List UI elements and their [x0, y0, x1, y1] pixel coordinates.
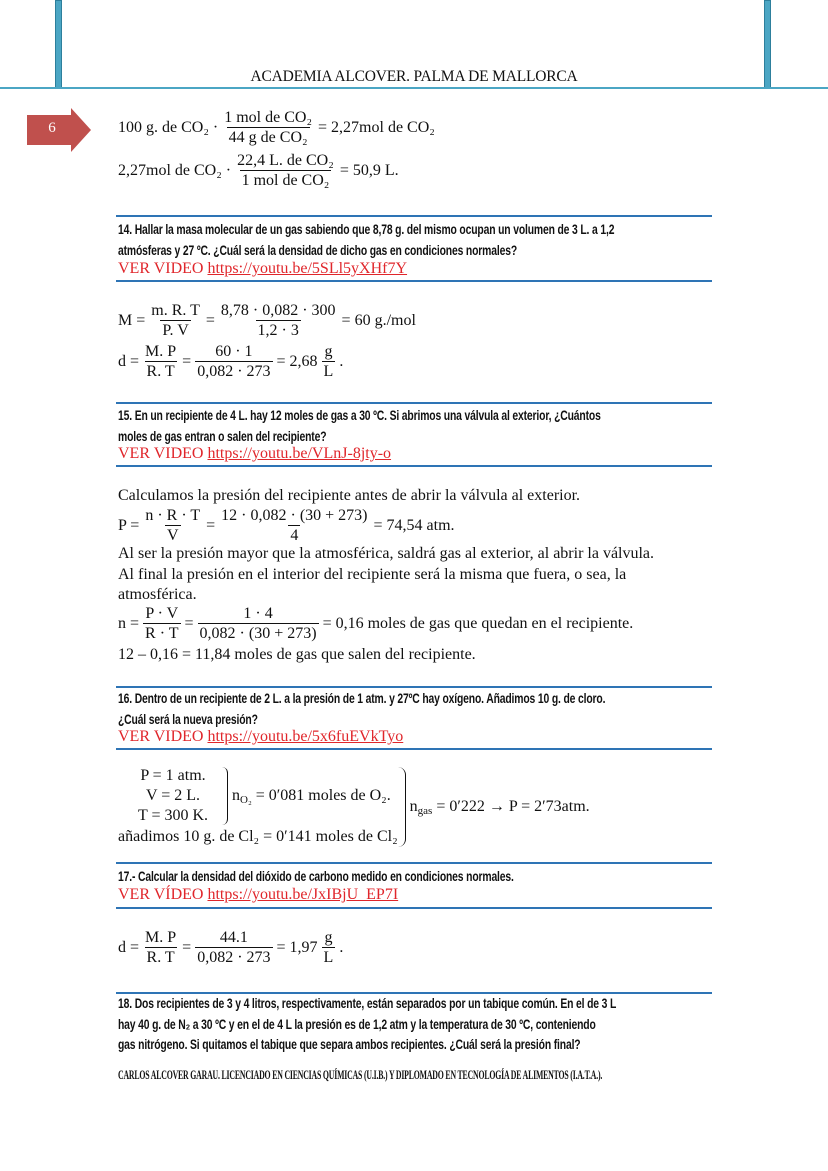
- fraction: [198, 604, 319, 643]
- heading-line: 14. Hallar la masa molecular de un gas sabiendo que 8,78 g. del mismo ocupan un volumen de 3 L. a 1,2: [118, 221, 615, 237]
- heading-line: moles de gas entran o salen del recipiente?: [118, 427, 327, 444]
- chlorine-line: añadimos 10 g. de Cl₂ = 0′141 moles de Cl₂: [118, 828, 398, 845]
- numerator: 1 mol de CO₂: [224, 109, 313, 126]
- eq-lhs: d =: [118, 352, 140, 370]
- video-link-row: [118, 728, 403, 746]
- eq-lhs: d =: [118, 938, 140, 956]
- video-link[interactable]: https://youtu.be/5x6fuEVkTyo: [207, 728, 404, 745]
- condition-pressure: P = 1 atm.: [140, 767, 206, 784]
- heading-line: 16. Dentro de un recipiente de 2 L. a la presión de 1 atm. y 27ºC hay oxígeno. Añadimos 10 g. de cloro.: [118, 690, 606, 706]
- page-header-title: ACADEMIA ALCOVER. PALMA DE MALLORCA: [250, 68, 578, 85]
- eq-rhs: = 1,97: [276, 938, 318, 956]
- heading-line: atmósferas y 27 ºC. ¿Cuál será la densidad de dicho gas en condiciones normales?: [118, 241, 517, 258]
- subscript: gas: [417, 804, 433, 817]
- result-text: 12 – 0,16 = 11,84 moles de gas que salen del recipiente.: [118, 646, 476, 663]
- eq-rhs: = 60 g./mol: [341, 311, 416, 329]
- video-link-row: [118, 445, 391, 463]
- eq-lhs: 100 g. de CO₂ ·: [118, 118, 219, 136]
- video-link[interactable]: https://youtu.be/JxIBjU_EP7I: [207, 886, 399, 903]
- fraction: [219, 301, 338, 340]
- numerator: 22,4 L. de CO₂: [237, 152, 334, 169]
- conditions-list: [118, 766, 228, 826]
- period: .: [339, 352, 344, 370]
- equals: =: [206, 516, 216, 534]
- fraction: [195, 342, 272, 381]
- heading-line: gas nitrógeno. Si quitamos el tabique que separa ambos recipientes. ¿Cuál será la presión final?: [118, 1036, 581, 1052]
- fraction: [149, 301, 202, 340]
- text-line: Al ser la presión mayor que la atmosférica, saldrá gas al exterior, al abrir la válvula.: [118, 545, 655, 562]
- denominator: V: [166, 527, 179, 544]
- equation-system: [118, 766, 590, 848]
- section-rule: [116, 465, 712, 467]
- problem-14-heading: [118, 219, 614, 260]
- unit-fraction: [322, 928, 336, 967]
- problem-15-heading: [118, 405, 601, 446]
- equals: =: [182, 938, 192, 956]
- equation-density-co2: [118, 928, 343, 967]
- equation-volume-co2: [118, 151, 399, 190]
- unit-fraction: [322, 342, 336, 381]
- section-rule: [116, 280, 712, 282]
- numerator: m. R. T: [151, 302, 200, 319]
- eq-rhs: = 50,9 L.: [339, 161, 399, 179]
- heading-line: hay 40 g. de N₂ a 30 ºC y en el de 4 L la presión es de 1,2 atm y la temperatura de 30 ºC, conteniendo: [118, 1015, 596, 1032]
- numerator: M. P: [145, 929, 177, 946]
- value: = 0′081 moles de O₂.: [255, 786, 391, 804]
- condition-volume: V = 2 L.: [145, 787, 201, 804]
- video-label: VER VIDEO: [118, 445, 204, 462]
- equation-pressure: [118, 506, 455, 545]
- n-o2-result: [232, 787, 391, 806]
- denominator: L: [323, 363, 334, 380]
- section-rule: [116, 862, 712, 864]
- equation-moles-co2: [118, 108, 435, 147]
- numerator: 60 · 1: [215, 343, 253, 360]
- heading-line: 15. En un recipiente de 4 L. hay 12 moles de gas a 30 ºC. Si abrimos una válvula al exterior, ¿Cuántos: [118, 407, 601, 423]
- text-line: atmosférica.: [118, 586, 197, 603]
- equals: =: [184, 614, 194, 632]
- denominator: 4: [290, 527, 299, 544]
- fraction: [235, 151, 336, 190]
- symbol: n: [232, 786, 240, 804]
- denominator: 1 mol de CO₂: [241, 172, 330, 189]
- eq-lhs: M =: [118, 311, 146, 329]
- equals: =: [182, 352, 192, 370]
- fraction: [222, 108, 314, 147]
- denominator: R. T: [146, 949, 175, 966]
- heading-line: ¿Cuál será la nueva presión?: [118, 710, 258, 727]
- section-rule: [116, 215, 712, 217]
- page-number: 6: [48, 120, 56, 136]
- header-divider: [0, 87, 828, 89]
- page-number-badge: [27, 108, 91, 152]
- equation-moles: [118, 604, 633, 643]
- denominator: L: [323, 949, 334, 966]
- fraction: [143, 604, 180, 643]
- condition-temperature: T = 300 K.: [137, 807, 209, 824]
- fraction: [219, 506, 369, 545]
- video-label: VER VIDEO: [118, 728, 204, 745]
- video-link-row: [118, 886, 398, 904]
- fraction: [143, 342, 178, 381]
- section-rule: [116, 748, 712, 750]
- equation-density: [118, 342, 343, 381]
- video-label: VER VIDEO: [118, 260, 204, 277]
- eq-rhs: = 2,68: [276, 352, 318, 370]
- denominator: P. V: [162, 322, 189, 339]
- fraction: [143, 928, 178, 967]
- numerator: n · R · T: [145, 507, 201, 524]
- equals: =: [205, 311, 215, 329]
- video-link[interactable]: https://youtu.be/5SLl5yXHf7Y: [207, 260, 408, 277]
- numerator: g: [324, 343, 333, 360]
- numerator: g: [324, 929, 333, 946]
- numerator: P · V: [145, 605, 179, 622]
- eq-lhs: n =: [118, 614, 140, 632]
- denominator: 1,2 · 3: [257, 322, 299, 339]
- page-footer: CARLOS ALCOVER GARAU. LICENCIADO EN CIENCIAS QUÍMICAS (U.I.B.) Y DIPLOMADO EN TECNOLOGÍA DE ALIMENTOS (I.A.T.A.).: [118, 1067, 603, 1082]
- eq-rhs: = 2,27mol de CO₂: [318, 118, 435, 136]
- right-brace: [398, 767, 406, 847]
- denominator: 0,082 · (30 + 273): [199, 625, 317, 642]
- text-line: Al final la presión en el interior del recipiente será la misma que fuera, o sea, la: [118, 565, 627, 583]
- right-brace: [222, 767, 228, 825]
- video-label: VER VÍDEO: [118, 886, 204, 903]
- denominator: 0,082 · 273: [197, 363, 271, 380]
- explanation-paragraph: [118, 544, 654, 606]
- problem-16-heading: [118, 688, 605, 729]
- period: .: [339, 938, 344, 956]
- fraction: [143, 506, 202, 545]
- numerator: 44.1: [219, 929, 248, 946]
- subscript: O₂: [240, 793, 252, 806]
- denominator: 0,082 · 273: [197, 949, 271, 966]
- n-gas-result: [410, 798, 590, 817]
- value: = 0′222 → P = 2′73atm.: [436, 797, 590, 815]
- eq-lhs: 2,27mol de CO₂ ·: [118, 161, 232, 179]
- numerator: M. P: [145, 343, 177, 360]
- section-rule: [116, 907, 712, 909]
- denominator: R. T: [146, 363, 175, 380]
- numerator: 8,78 · 0,082 · 300: [220, 302, 336, 319]
- equation-molar-mass: [118, 301, 416, 340]
- video-link[interactable]: https://youtu.be/VLnJ-8jty-o: [207, 445, 392, 462]
- heading-line: 17.- Calcular la densidad del dióxido de carbono medido en condiciones normales.: [118, 868, 514, 884]
- fraction: [195, 928, 272, 967]
- problem-17-heading: [118, 866, 514, 887]
- eq-rhs: = 0,16 moles de gas que quedan en el recipiente.: [322, 614, 634, 632]
- section-rule: [116, 402, 712, 404]
- denominator: R · T: [145, 625, 179, 642]
- numerator: 1 · 4: [243, 605, 273, 622]
- eq-rhs: = 74,54 atm.: [373, 516, 455, 534]
- video-link-row: [118, 260, 407, 278]
- problem-18-heading: [118, 993, 616, 1055]
- numerator: 12 · 0,082 · (30 + 273): [221, 507, 368, 524]
- intro-text: Calculamos la presión del recipiente antes de abrir la válvula al exterior.: [118, 487, 581, 504]
- heading-line: 18. Dos recipientes de 3 y 4 litros, respectivamente, están separados por un tabique común. En el de 3 L: [118, 995, 617, 1011]
- symbol: n: [409, 797, 418, 815]
- eq-lhs: P =: [118, 516, 140, 534]
- denominator: 44 g de CO₂: [228, 129, 308, 146]
